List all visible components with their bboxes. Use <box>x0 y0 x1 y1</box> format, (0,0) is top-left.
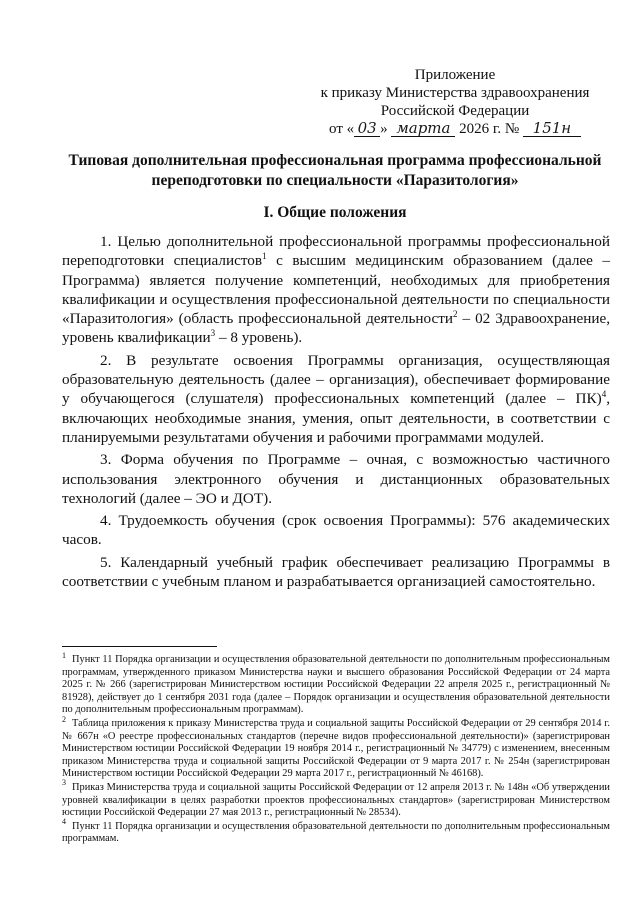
footnote-text: Пункт 11 Порядка организации и осуществления образовательной деятельности по дополнительным профессиональным программам. <box>62 820 610 845</box>
footnote-3 <box>62 778 610 820</box>
order-month: марта <box>391 121 455 137</box>
footnote-mark: 3 <box>62 778 66 788</box>
paragraph-2-part-a: 2. В результате освоения Программы организация, осуществляющая образовательную деятельность (далее – организация), обеспечивает формирование у обучающегося (слушателя) профессиональных компетенций (далее – ПК) <box>62 351 610 408</box>
footnote-2 <box>62 714 610 781</box>
order-year: 2026 г. № <box>459 121 520 137</box>
footnote-1 <box>62 650 610 717</box>
footnote-mark: 1 <box>62 650 66 660</box>
order-mid: » <box>380 121 388 137</box>
footnotes <box>62 650 610 847</box>
paragraph-1 <box>62 232 610 348</box>
paragraph-2-part-b: , включающих необходимые знания, умения, опыт деятельности, в соответствии с планируемыми результатами обучения и рабочими программами модулей. <box>62 390 610 446</box>
paragraph-1-part-b: с высшим медицинским образованием (далее – Программа) является получение компетенций, необходимых для приобретения квалификации и осуществления профессиональной деятельности по специальности «Паразитология» (область профессиональной деятельности <box>62 252 610 328</box>
paragraph-5: 5. Календарный учебный график обеспечивает реализацию Программы в соответствии с учебным планом и разрабатывается организацией самостоятельно. <box>62 553 610 591</box>
footnote-text: Таблица приложения к приказу Министерства труда и социальной защиты Российской Федерации от 29 сентября 2014 г. № 667н «О реестре профессиональных стандартов (перечне видов профессиональной деятельности)» (зарегистрирован Министерством юстиции Российской Федерации 19 ноября 2014 г., регистрационный № 34779) с изменением, внесенным приказом Министерства труда и социальной защиты Российской Федерации от 9 марта 2017 г. № 254н (зарегистрирован Министерством юстиции Российской Федерации 29 марта 2017 г., регистрационный № 46168). <box>62 717 610 780</box>
document-title <box>60 151 610 191</box>
footnote-ref-4: 4 <box>601 389 607 400</box>
footnote-ref-1: 1 <box>262 251 267 262</box>
paragraph-1-part-d: – 8 уровень). <box>215 329 303 347</box>
footnote-ref-2: 2 <box>453 309 458 320</box>
title-line-2: переподготовки по специальности «Паразитология» <box>151 172 519 189</box>
footnote-mark: 2 <box>62 714 66 724</box>
appendix-country: Российской Федерации <box>380 103 530 119</box>
order-date-number <box>300 120 610 138</box>
paragraph-1-part-a: 1. Целью дополнительной профессиональной программы профессиональной переподготовки специалистов <box>62 233 610 270</box>
footnote-4 <box>62 817 610 846</box>
body-text <box>62 232 610 594</box>
footnote-text: Приказ Министерства труда и социальной защиты Российской Федерации от 12 апреля 2013 г. № 148н «Об утверждении уровней квалификации в целях разработки проектов профессиональных стандартов» (зарегистрирован Министерством юстиции Российской Федерации 27 мая 2013 г., регистрационный № 28534). <box>62 781 610 819</box>
appendix-order-ref: к приказу Министерства здравоохранения <box>320 85 590 101</box>
appendix-label: Приложение <box>414 67 496 83</box>
appendix-header <box>300 66 610 138</box>
footnote-ref-3: 3 <box>210 328 216 339</box>
section-heading: I. Общие положения <box>263 204 407 221</box>
footnote-mark: 4 <box>62 817 66 827</box>
paragraph-1-part-c: – 02 Здравоохранение, уровень квалификации <box>62 310 610 347</box>
paragraph-3: 3. Форма обучения по Программе – очная, с возможностью частичного использования электронного обучения и дистанционных образовательных технологий (далее – ЭО и ДОТ). <box>62 451 610 507</box>
order-prefix: от « <box>329 121 355 137</box>
footnote-text: Пункт 11 Порядка организации и осуществления образовательной деятельности по дополнительным профессиональным программам, утвержденного приказом Министерства науки и высшего образования Российской Федерации от 24 марта 2025 г. № 266 (зарегистрирован Министерством юстиции Российской Федерации 22 апреля 2025 г., регистрационный № 81928), действует до 1 сентября 2031 года (далее – Порядок организации и осуществления образовательной деятельности по дополнительным профессиональным программам). <box>62 654 610 716</box>
paragraph-4: 4. Трудоемкость обучения (срок освоения Программы): 576 академических часов. <box>62 512 610 549</box>
order-day: 03 <box>354 121 380 137</box>
title-line-1: Типовая дополнительная профессиональная программа профессиональной <box>68 152 602 169</box>
footnote-divider <box>62 646 217 647</box>
order-number: 151н <box>523 121 581 137</box>
paragraph-2 <box>62 351 610 447</box>
